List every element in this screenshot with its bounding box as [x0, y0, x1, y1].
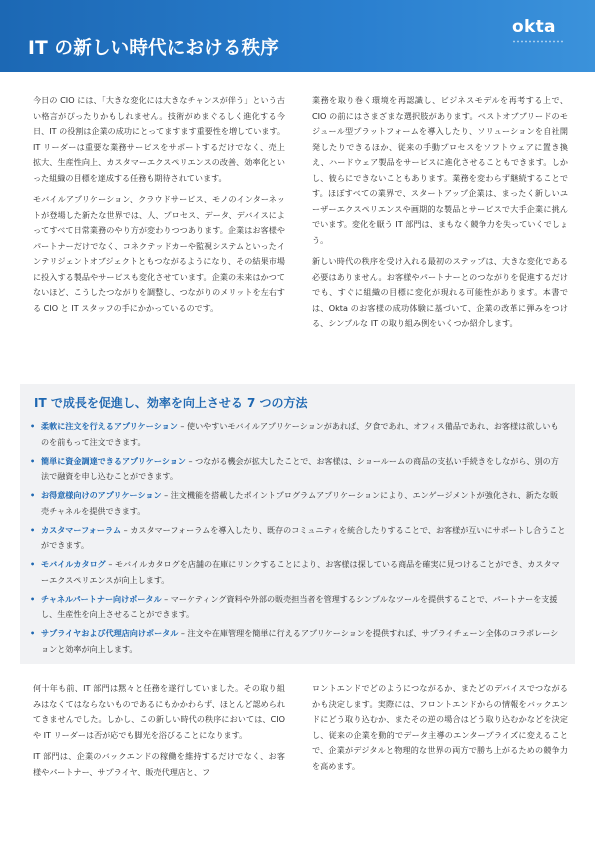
method-description: – つながる機会が拡大したことで、お客様は、ショールームの商品の支払い手続きをしながら、別の方法で融資を申し込むことができます。: [41, 455, 559, 481]
method-name: お得意様向けのアプリケーション: [41, 490, 162, 500]
okta-logo: [512, 17, 572, 51]
method-name: 柔軟に注文を行えるアプリケーション: [41, 421, 178, 431]
methods-box: [20, 384, 575, 664]
bullet-icon: •: [30, 628, 36, 638]
method-item: [30, 626, 566, 657]
method-description: – モバイルカタログを店舗の在庫にリンクすることにより、お客様は探している商品を確実に見つけることができ、カスタマーエクスペリエンスが向上します。: [41, 559, 560, 585]
paragraph: 新しい時代の秩序を受け入れる最初のステップは、大きな変化である必要はありません。お客様やパートナーとのつながりを促進するだけでも、すぐに組織の目標に変化が現れる可能性があります。本書では、Okta のお客様の成功体験に基づいて、企業の改革に弾みをつける、シンプルな IT の取り組み例をいくつか紹介します。: [312, 256, 568, 328]
bullet-icon: •: [30, 490, 36, 500]
method-item: [30, 454, 566, 485]
method-description: – カスタマーフォーラムを導入したり、既存のコミュニティを統合したりすることで、お客様が互いにサポートし合うことができます。: [41, 524, 566, 550]
outro-left-column: [33, 681, 285, 786]
okta-logo-wordmark: okta: [512, 17, 556, 37]
page-title: IT の新しい時代における秩序: [28, 38, 279, 59]
bullet-icon: •: [30, 524, 36, 535]
bullet-icon: •: [30, 455, 36, 466]
method-name: 簡単に資金調達できるアプリケーション: [41, 455, 186, 466]
outro-right-column: [312, 681, 568, 780]
method-description: – 注文機能を搭載したポイントプログラムアプリケーションにより、エンゲージメントが強化され、新たな販売チャネルを提供できます。: [41, 490, 559, 516]
method-name: モバイルカタログ: [41, 559, 106, 569]
paragraph: 何十年も前、IT 部門は黙々と任務を遂行していました。その取り組みはなくてはならないものであるにもかかわらず、ほとんど認められてきませんでした。しかし、この新しい時代の秩序においては、CIO や IT リーダーは否が応でも脚光を浴びることになります。: [33, 683, 285, 740]
methods-list: [30, 419, 566, 661]
bullet-icon: •: [30, 421, 36, 431]
method-item: [30, 557, 566, 588]
paragraph: ロントエンドでどのようにつながるか、またどのデバイスでつながるかも決定します。実際には、フロントエンドからの情報をバックエンドにどう取り込むか、またその逆の場合はどう取り込むかなどを決定し、従来の企業を動的でデータ主導のエンタープライズに変えることで、企業がデジタルと物理的な世界の両方で勝ち上がるための競争力を高めます。: [312, 683, 568, 771]
methods-heading: IT で成長を促進し、効率を向上させる 7 つの方法: [34, 396, 308, 410]
method-item: [30, 592, 566, 623]
intro-right-column: [312, 93, 568, 338]
bullet-icon: •: [30, 559, 36, 569]
method-name: チャネルパートナー向けポータル: [41, 593, 162, 604]
paragraph: 今日の CIO には、「大きな変化には大きなチャンスが伴う」という古い格言がぴったりかもしれません。技術がめまぐるしく進化する今日、IT の役割は企業の成功にとってますます重要性を増しています。IT リーダーは重要な業務サービスをサポートするだけでなく、売上拡大、生産性向上、カスタマーエクスペリエンスの改善、効率化といった組織の目標を達成する任務も期待されています。: [33, 95, 285, 183]
method-item: [30, 419, 566, 450]
bullet-icon: •: [30, 593, 36, 604]
method-description: – 注文や在庫管理を簡単に行えるアプリケーションを提供すれば、サプライチェーン全体のコラボレーションと効率が向上します。: [41, 628, 559, 654]
logo-dot-pattern: [512, 40, 564, 43]
paragraph: モバイルアプリケーション、クラウドサービス、モノのインターネットが登場した新たな世界では、人、プロセス、データ、デバイスによってすべて日常業務のやり方が変わりつつあります。企業はお客様やパートナーだけでなく、コネクテッドカーや監視システムといったインテリジェントオブジェクトともつながるようになり、その結果市場に投入する製品やサービスも変化させています。企業の未来はかつてないほど、こうしたつながりを調整し、つながりのメリットを左右する CIO と IT スタッフの手にかかっているのです。: [33, 194, 285, 313]
method-description: – マーケティング資料や外部の販売担当者を管理するシンプルなツールを提供することで、パートナーを支援し、生産性を向上させることができます。: [41, 593, 558, 619]
header-banner: [0, 0, 595, 72]
method-item: [30, 523, 566, 554]
method-name: サプライヤおよび代理店向けポータル: [41, 628, 179, 638]
intro-left-column: [33, 93, 285, 322]
paragraph: IT 部門は、企業のバックエンドの稼働を維持するだけでなく、お客様やパートナー、サプライヤ、販売代理店と、フ: [33, 751, 285, 777]
paragraph: 業務を取り巻く環境を再認識し、ビジネスモデルを再考する上で、CIO の前にはさまざまな選択肢があります。ベストオブブリードのモジュール型プラットフォームを導入したり、ソリューションを自社開発したりできるほか、従来の手動プロセスをソフトウェアに置き換え、ハードウェア製品をサービスに進化させることもできます。しかし、彼らにできないこともあります。業務を変わらず継続することです。ほぼすべての業界で、スタートアップ企業は、まったく新しいユーザーエクスペリエンスや画期的な製品とサービスで大手企業に挑んでいます。変化を厭う IT 部門は、まもなく競争力を失っていくでしょう。: [312, 95, 568, 245]
method-name: カスタマーフォーラム: [41, 524, 122, 535]
method-item: [30, 488, 566, 519]
method-description: – 使いやすいモバイルアプリケーションがあれば、夕食であれ、オフィス備品であれ、お客様は欲しいものを前もって注文できます。: [41, 421, 559, 447]
